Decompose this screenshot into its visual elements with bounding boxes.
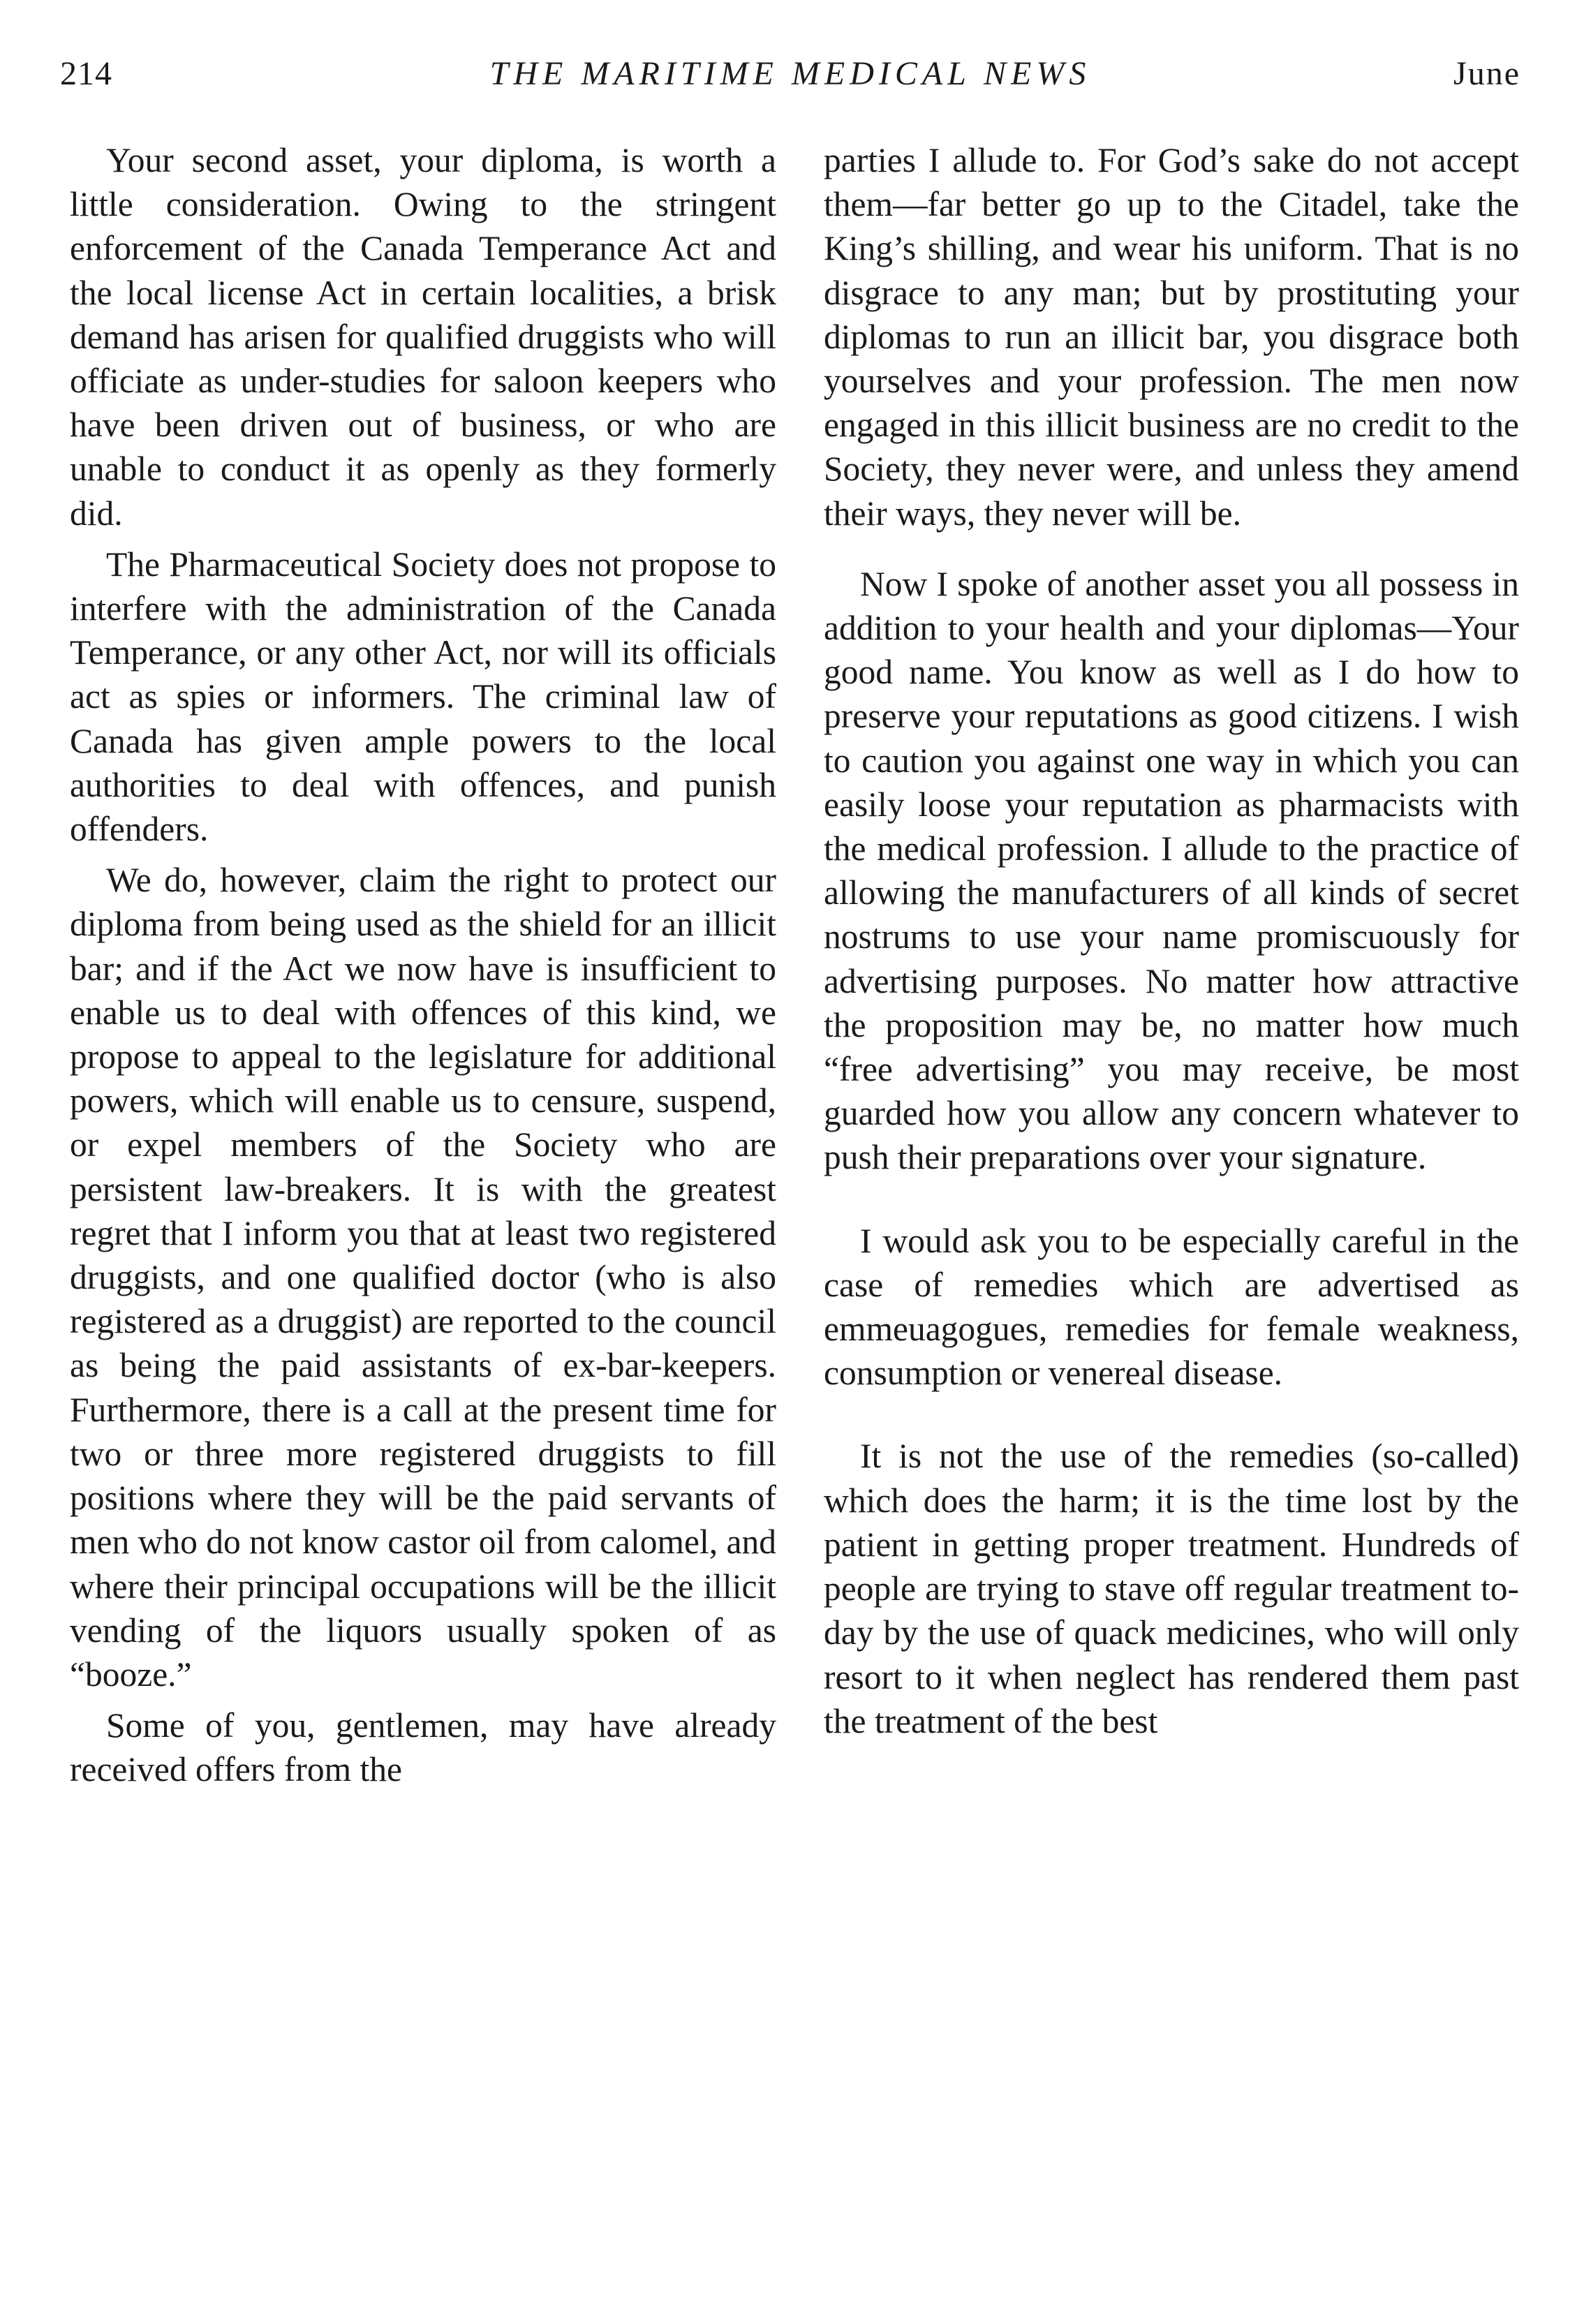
- paragraph-remedies-caution: I would ask you to be especially careful in the case of remedies which are advertised as emmeuagogues, remedies for female weakness, consumption or venereal disease.: [824, 1221, 1519, 1393]
- paragraph-time-lost: It is not the use of the remedies (so-called) which does the harm; it is the time lost by the patient in getting proper treatment. Hundreds of people are trying to stave off regular treatment to-day by the use of quack medicines, who will only resort to it when neglect has rendered them past the treatment of the best: [824, 1437, 1519, 1740]
- page-number: 214: [60, 55, 112, 92]
- page-header: [60, 54, 1520, 117]
- issue-month: June: [1453, 55, 1520, 92]
- paragraph-diploma-asset: Your second asset, your diploma, is worth a little consideration. Owing to the stringent enforcement of the Canada Temperance Act and the local license Act in certain localities, a brisk demand has arisen for qualified druggists who will officiate as under-studies for saloon keepers who have been driven out of business, or who are unable to conduct it as openly as they formerly did.: [70, 141, 776, 533]
- paragraph-offers: Some of you, gentlemen, may have already received offers from the: [70, 1706, 776, 1789]
- running-title: THE MARITIME MEDICAL NEWS: [489, 55, 1091, 92]
- left-column: [70, 138, 776, 1792]
- paragraph-good-name: Now I spoke of another asset you all possess in addition to your health and your diplomas—Your good name. You know as well as I do how to preserve your reputations as good citizens. I wish to caution you against one way in which you can easily loose your reputation as pharmacists with the medical profession. I allude to the practice of allowing the manufacturers of all kinds of secret nostrums to use your name promiscuously for advertising purposes. No matter how attractive the proposition may be, no matter how much “free advertising” you may receive, be most guarded how you allow any concern whatever to push their preparations over your signature.: [824, 564, 1519, 1177]
- right-column: [824, 138, 1519, 1743]
- paragraph-protect-diploma: We do, however, claim the right to protect our diploma from being used as the shield for an illicit bar; and if the Act we now have is insufficient to enable us to deal with offences of this kind, we propose to appeal to the legislature for additional powers, which will enable us to censure, suspend, or expel members of the Society who are persistent law-breakers. It is with the greatest regret that I inform you that at least two registered druggists, and one qualified doctor (who is also registered as a druggist) are reported to the council as being the paid assistants of ex-bar-keepers. Furthermore, there is a call at the present time for two or three more registered druggists to fill positions where they will be the paid servants of men who do not know castor oil from calomel, and where their principal occupations will be the illicit vending of the liquors usually spoken of as “booze.”: [70, 861, 776, 1694]
- paragraph-continued: parties I allude to. For God’s sake do not accept them—far better go up to the Citadel, take the King’s shilling, and wear his uniform. That is no disgrace to any man; but by prostituting your diplomas to run an illicit bar, you disgrace both yourselves and your profession. The men now engaged in this illicit business are no credit to the Society, they never were, and unless they amend their ways, they never will be.: [824, 141, 1519, 533]
- paragraph-pharmaceutical-society: The Pharmaceutical Society does not propose to interfere with the administration of the Canada Temperance, or any other Act, nor will its officials act as spies or informers. The criminal law of Canada has given ample powers to the local authorities to deal with offences, and punish offenders.: [70, 545, 776, 849]
